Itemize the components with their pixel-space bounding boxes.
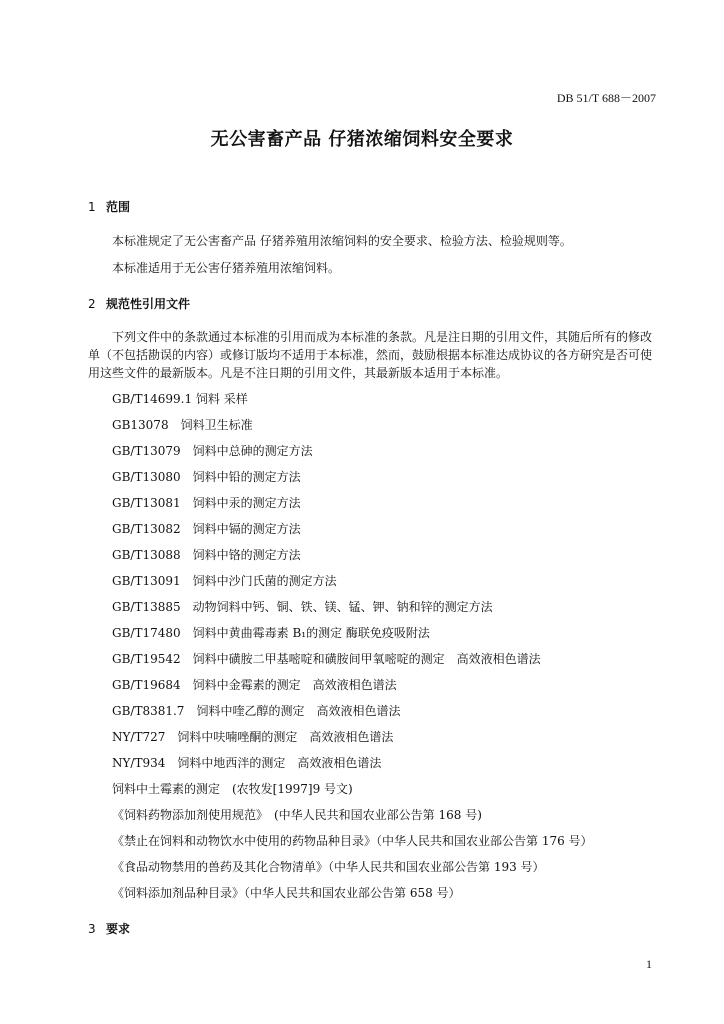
scope-paragraph: 本标准规定了无公害畜产品 仔猪养殖用浓缩饲料的安全要求、检验方法、检验规则等。 <box>112 234 572 248</box>
section-title: 范围 <box>106 200 131 214</box>
reference-item: NY/T934 饲料中地西泮的测定 高效液相色谱法 <box>112 756 382 770</box>
reference-item: GB/T13080 饲料中铅的测定方法 <box>112 470 301 484</box>
reference-item: 《饲料添加剂品种目录》（中华人民共和国农业部公告第 658 号） <box>112 886 461 900</box>
reference-item: GB/T8381.7 饲料中喹乙醇的测定 高效液相色谱法 <box>112 704 401 718</box>
reference-item: GB/T13081 饲料中汞的测定方法 <box>112 496 301 510</box>
reference-item: 《禁止在饲料和动物饮水中使用的药物品种目录》（中华人民共和国农业部公告第 176 号） <box>112 834 593 848</box>
section-number: 2 <box>88 297 96 311</box>
reference-item: GB/T13079 饲料中总砷的测定方法 <box>112 444 313 458</box>
references-intro: 下列文件中的条款通过本标准的引用而成为本标准的条款。凡是注日期的引用文件，其随后所有的修改单（不包括勘误的内容）或修订版均不适用于本标准，然而，鼓励根据本标准达成协议的各方研究是否可使用这些文件的最新版本。凡是不注日期的引用文件，其最新版本适用于本标准。 <box>88 330 653 380</box>
reference-item: GB/T14699.1 饲料 采样 <box>112 392 248 406</box>
section-number: 3 <box>88 922 96 936</box>
standard-code: DB 51/T 688－2007 <box>556 91 656 105</box>
reference-item: 《饲料药物添加剂使用规范》 (中华人民共和国农业部公告第 168 号) <box>112 808 482 822</box>
section-number: 1 <box>88 200 96 214</box>
reference-item: 《食品动物禁用的兽药及其化合物清单》（中华人民共和国农业部公告第 193 号） <box>112 860 545 874</box>
reference-item: GB13078 饲料卫生标准 <box>112 418 253 432</box>
scope-paragraph: 本标准适用于无公害仔猪养殖用浓缩饲料。 <box>112 261 341 275</box>
section-title: 规范性引用文件 <box>106 297 191 311</box>
reference-item: GB/T13885 动物饲料中钙、铜、铁、镁、锰、钾、钠和锌的测定方法 <box>112 600 493 614</box>
document-title: 无公害畜产品 仔猪浓缩饲料安全要求 <box>210 129 514 150</box>
section-3-heading <box>88 920 130 937</box>
reference-item: GB/T13088 饲料中铬的测定方法 <box>112 548 301 562</box>
reference-item: GB/T13082 饲料中镉的测定方法 <box>112 522 301 536</box>
page-number: 1 <box>646 957 652 971</box>
reference-item: 饲料中土霉素的测定 (农牧发[1997]9 号文) <box>112 782 353 796</box>
reference-item: GB/T13091 饲料中沙门氏菌的测定方法 <box>112 574 337 588</box>
section-title: 要求 <box>106 922 131 936</box>
reference-item: GB/T19542 饲料中磺胺二甲基嘧啶和磺胺间甲氧嘧啶的测定 高效液相色谱法 <box>112 652 541 666</box>
reference-item: NY/T727 饲料中呋喃唑酮的测定 高效液相色谱法 <box>112 730 394 744</box>
section-1-heading <box>88 198 130 215</box>
reference-item: GB/T17480 饲料中黄曲霉毒素 B₁的测定 酶联免疫吸附法 <box>112 626 430 640</box>
section-2-heading <box>88 295 190 312</box>
reference-list <box>112 386 593 906</box>
reference-item: GB/T19684 饲料中金霉素的测定 高效液相色谱法 <box>112 678 397 692</box>
